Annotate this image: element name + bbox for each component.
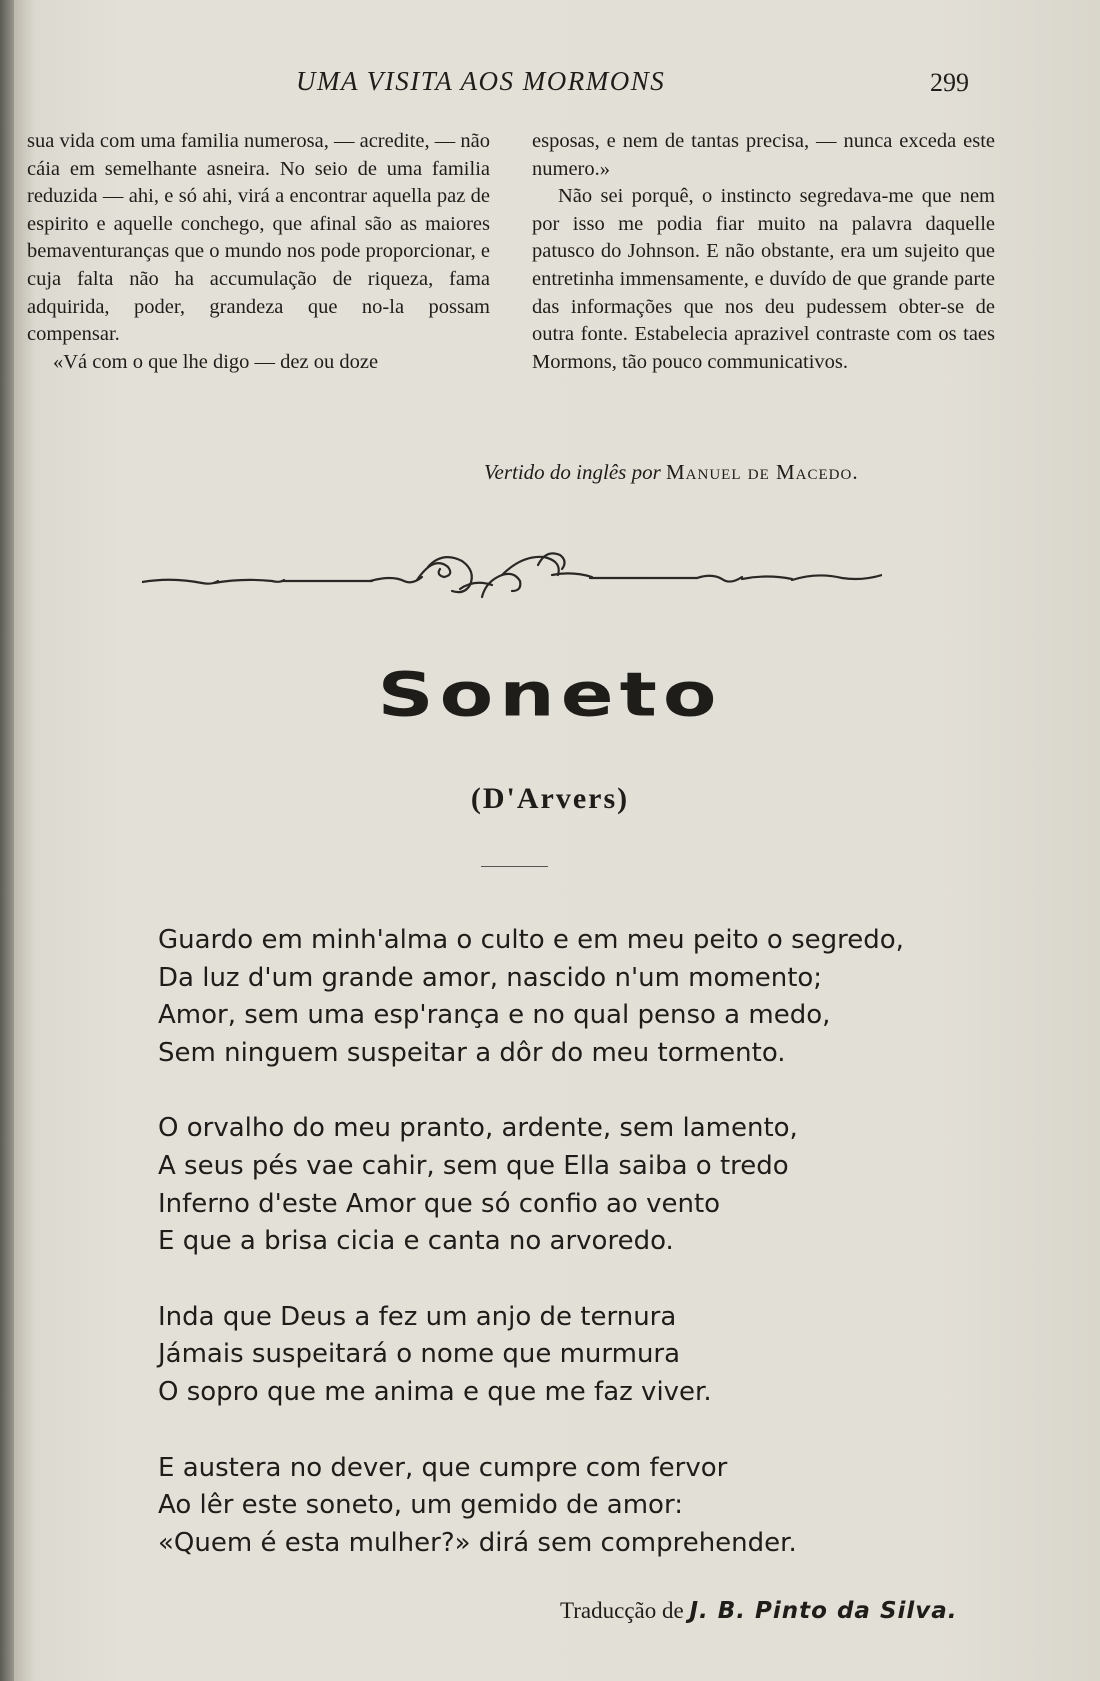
poem-stanza xyxy=(158,1299,918,1412)
poem-line: Da luz d'um grande amor, nascido n'um momento; xyxy=(158,962,823,993)
article-paragraph: esposas, e nem de tantas precisa, — nunca exceda este numero.» xyxy=(532,130,995,180)
poem-line: Guardo em minh'alma o culto e em meu peito o segredo, xyxy=(158,925,904,955)
poem-credit-lead: Traducção de xyxy=(560,1598,684,1623)
poem-stanza xyxy=(158,922,918,1072)
translator-name: Manuel de Macedo. xyxy=(666,460,859,484)
poem-stanza xyxy=(158,1110,918,1260)
poem-line: E que a brisa cicia e canta no arvoredo. xyxy=(158,1226,674,1257)
running-title: UMA VISITA AOS MORMONS xyxy=(296,66,666,96)
decorative-flourish-icon xyxy=(142,545,882,605)
article-paragraph: sua vida com uma familia numerosa, — acredite, — não cáia em semelhante asneira. No seio de uma familia reduzida — ahi, e só ahi, virá a encontrar aquella paz de espirito e aquelle conchego, que afinal são as maiores bemaventuranças que o mundo nos pode proporcionar, e cuja falta não ha accumulação de riqueza, fama adquirida, poder, grandeza que no-la possam compensar. xyxy=(27,130,490,346)
poem-credit-name: J. B. Pinto da Silva. xyxy=(689,1598,958,1624)
poem-line: Inda que Deus a fez um anjo de ternura xyxy=(158,1301,677,1332)
poem-line: E austera no dever, que cumpre com fervor xyxy=(158,1452,728,1483)
poem-title: Soneto xyxy=(377,659,723,731)
poem-line: «Quem é esta mulher?» dirá sem comprehender. xyxy=(158,1527,797,1558)
poem-line: A seus pés vae cahir, sem que Ella saiba o tredo xyxy=(158,1150,789,1181)
divider-rule xyxy=(481,866,548,867)
page-number: 299 xyxy=(930,68,969,97)
poem-line: O sopro que me anima e que me faz viver. xyxy=(158,1376,712,1407)
poem-line: Sem ninguem suspeitar a dôr do meu tormento. xyxy=(158,1037,786,1068)
poem-line: Amor, sem uma esp'rança e no qual penso a medo, xyxy=(158,1000,831,1031)
poem-translator-credit xyxy=(560,1598,958,1624)
poem-line: Ao lêr este soneto, um gemido de amor: xyxy=(158,1490,683,1521)
article-translator-credit xyxy=(484,460,859,485)
poem-stanza xyxy=(158,1450,918,1563)
article-paragraph: «Vá com o que lhe digo — dez ou doze xyxy=(53,350,379,373)
poem-line: Inferno d'este Amor que só confio ao vento xyxy=(158,1188,721,1219)
article-paragraph: Não sei porquê, o instincto segredava-me que nem por isso me podia fiar muito na palavra daquelle patusco do Johnson. E não obstante, era um sujeito que entretinha immensamente, e duvído de que grande parte das informações que nos deu pudessem obter-se de outra fonte. Estabelecia aprazivel contraste com os taes Mormons, tão pouco communicativos. xyxy=(532,185,995,373)
running-header xyxy=(0,66,1100,106)
poem-line: O orvalho do meu pranto, ardente, sem lamento, xyxy=(158,1113,798,1144)
article-left-column xyxy=(27,128,490,376)
article-right-column xyxy=(532,128,995,376)
poem-body xyxy=(158,922,918,1600)
poem-line: Jámais suspeitará o nome que murmura xyxy=(158,1339,681,1370)
translator-lead: Vertido do inglês por xyxy=(484,460,661,484)
poem-author: (D'Arvers) xyxy=(470,782,630,815)
book-spine-edge xyxy=(0,0,14,1681)
